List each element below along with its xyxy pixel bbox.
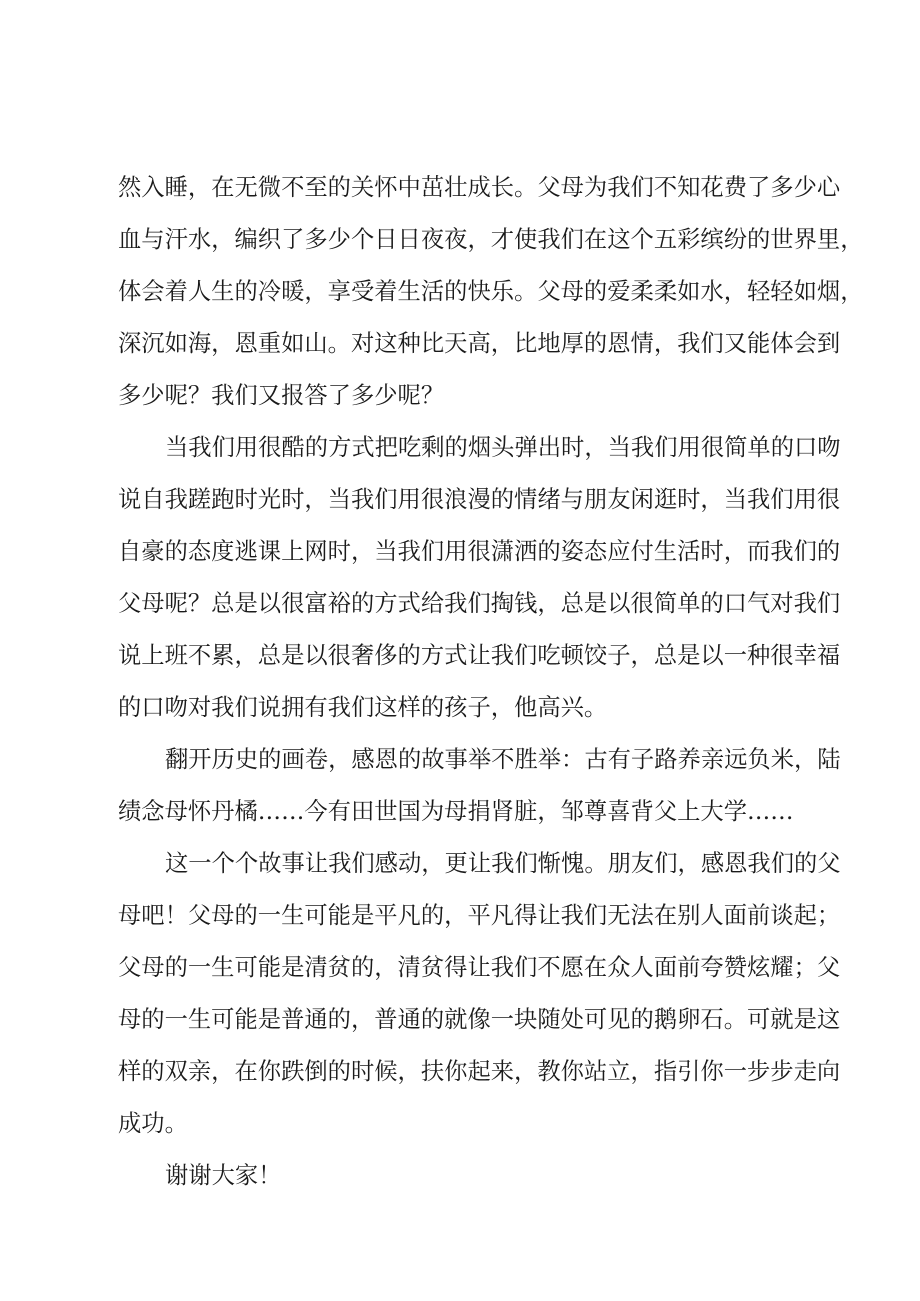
- text-line: 这一个个故事让我们感动，更让我们惭愧。朋友们，感恩我们的父: [165, 850, 841, 877]
- text-line: 然入睡，在无微不至的关怀中茁壮成长。父母为我们不知花费了多少心: [118, 174, 841, 201]
- text-line: 成功。: [118, 1110, 188, 1137]
- text-line: 当我们用很酷的方式把吃剩的烟头弹出时，当我们用很简单的口吻: [165, 434, 841, 461]
- text-line: 父母呢？总是以很富裕的方式给我们掏钱，总是以很简单的口气对我们: [118, 590, 841, 617]
- text-line: 母的一生可能是普通的，普通的就像一块随处可见的鹅卵石。可就是这: [118, 1006, 841, 1033]
- paragraph-3: [118, 734, 841, 838]
- paragraph-4: [118, 838, 841, 1150]
- text-line: 体会着人生的冷暖，享受着生活的快乐。父母的爱柔柔如水，轻轻如烟，: [118, 278, 864, 305]
- text-line: 多少呢？我们又报答了多少呢？: [118, 382, 445, 409]
- text-line: 说自我蹉跑时光时，当我们用很浪漫的情绪与朋友闲逛时，当我们用很: [118, 486, 841, 513]
- text-line: 血与汗水，编织了多少个日日夜夜，才使我们在这个五彩缤纷的世界里，: [118, 226, 864, 253]
- text-line: 母吧！父母的一生可能是平凡的，平凡得让我们无法在别人面前谈起；: [118, 902, 841, 929]
- paragraph-1: [118, 162, 864, 422]
- text-line: 自豪的态度逃课上网时，当我们用很潇洒的姿态应付生活时，而我们的: [118, 538, 841, 565]
- text-line: 父母的一生可能是清贫的，清贫得让我们不愿在众人面前夸赞炫耀；父: [118, 954, 841, 981]
- closing-paragraph: [118, 1150, 838, 1202]
- document-body: [118, 162, 864, 1202]
- text-line: 说上班不累，总是以很奢侈的方式让我们吃顿饺子，总是以一种很幸福: [118, 642, 841, 669]
- text-line: 绩念母怀丹橘……今有田世国为母捐肾脏，邹尊喜背父上大学……: [118, 798, 794, 825]
- text-line: 样的双亲，在你跌倒的时候，扶你起来，教你站立，指引你一步步走向: [118, 1058, 841, 1085]
- text-line: 翻开历史的画卷，感恩的故事举不胜举：古有子路养亲远负米，陆: [165, 746, 841, 773]
- closing-line: 谢谢大家！: [165, 1162, 282, 1189]
- text-line: 深沉如海，恩重如山。对这种比天高，比地厚的恩情，我们又能体会到: [118, 330, 841, 357]
- text-line: 的口吻对我们说拥有我们这样的孩子，他高兴。: [118, 694, 608, 721]
- paragraph-2: [118, 422, 841, 734]
